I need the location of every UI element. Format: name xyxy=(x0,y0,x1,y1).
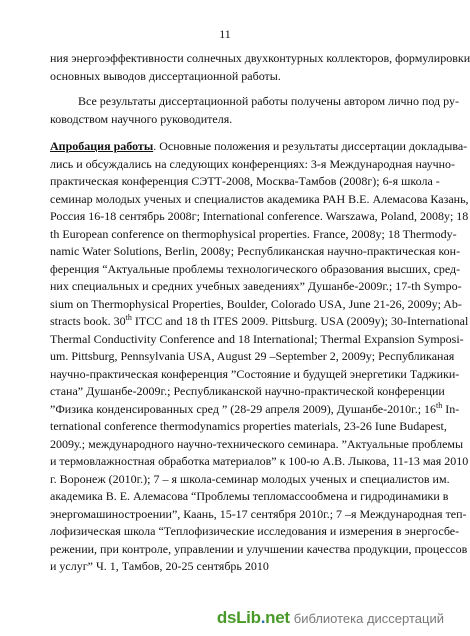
text-line: 2009у.; международного научно-технического семинара. ”Актуальные проблемы xyxy=(50,436,464,451)
text-line: Россия 16-18 сентябрь 2008г; International conference. Warszawa, Poland, 2008y; 18 xyxy=(50,209,469,223)
text-run: stracts book. 30 xyxy=(50,314,126,328)
page-number: 11 xyxy=(219,27,231,41)
dslib-watermark[interactable] xyxy=(217,608,444,628)
text-run: ITCC and 18 th ITES 2009. Pittsburg. USA (2009y); 30-International xyxy=(131,314,469,328)
superscript: th xyxy=(125,313,132,322)
text-line: них специальных и средних учебных заведениях” Душанбе-2009г.; 17-th Sympo- xyxy=(50,279,462,293)
text-line xyxy=(50,400,460,419)
text-line: г. Воронеж (2010г.); 7 – я школа-семинар молодых ученых и специалистов им. xyxy=(50,471,450,486)
text-line: семинар молодых ученых и специалистов академика РАН В.Е. Алемасова Казань, xyxy=(50,191,469,206)
approbation-heading: Апробация работы xyxy=(50,139,154,153)
approbation-paragraph xyxy=(50,138,469,576)
text-run: In- xyxy=(442,401,460,416)
text-line: лофизическая школа “Теплофизические исследования и измерения в энергосбе- xyxy=(50,524,460,538)
text-line: ternational conference thermodynamics properties materials, 23-26 Iune Budapest, xyxy=(50,419,447,433)
top-paragraph xyxy=(50,50,470,85)
text-line: ференция “Актуальные проблемы технологического образования высших, сред- xyxy=(50,261,461,276)
text-line: лись и обсуждались на следующих конференциях: 3-я Международная научно- xyxy=(50,156,456,171)
text-line: режении, при контроле, управлении и улучшении качества продукции, процессов xyxy=(50,541,468,556)
text-line: sium on Thermophysical Properties, Boulder, Colorado USA, June 21-26, 2009y; Ab- xyxy=(50,296,462,311)
text-line xyxy=(50,138,468,156)
text-line: ния энергоэффективности солнечных двухконтурных коллекторов, формулировки xyxy=(50,51,470,65)
text-line: основных выводов диссертационной работы. xyxy=(50,68,281,83)
superscript: th xyxy=(436,400,443,410)
text-line: практическая конференция СЭТТ-2008, Москва-Тамбов (2008г); 6-я школа - xyxy=(50,174,440,188)
text-line: th European conference on thermophysical properties. France, 2008y; 18 Thermody- xyxy=(50,226,457,241)
text-line: ководством научного руководителя. xyxy=(50,111,233,126)
text-line: академика В. Е. Алемасова “Проблемы тепломассообмена и гидродинамики в xyxy=(50,489,449,503)
logo-text: net xyxy=(265,608,290,627)
dslib-logo xyxy=(217,608,290,628)
text-line: um. Pittsburg, Pennsylvania USA, August 29 –September 2, 2009y; Республиканая xyxy=(50,349,455,363)
text-run: ”Физика конденсированных сред ” (28-29 апреля 2009), Душанбе-2010г.; 16 xyxy=(50,401,437,416)
author-paragraph xyxy=(50,93,459,128)
text-line: научно-практическая конференция ”Состояние и будущей энергетики Таджики- xyxy=(50,366,460,381)
logo-text: dsLib xyxy=(216,608,261,627)
text-line: и услуг” Ч. 1, Тамбов, 20-25 сентябрь 2010 xyxy=(50,559,269,573)
logo-dot: . xyxy=(260,608,266,627)
watermark-tagline: библиотека диссертаций xyxy=(293,610,444,626)
text-run: . Основные положения и результаты диссертации докладыва- xyxy=(153,139,468,153)
text-line: и термовлажностная обработка материалов” к 100-ю А.В. Лыкова, 11-13 мая 2010 xyxy=(50,454,469,468)
text-line: стана” Душанбе-2009г.; Республиканской научно-практической конференции xyxy=(50,384,445,398)
text-line: namic Water Solutions, Berlin, 2008y; Республиканская научно-практическая кон- xyxy=(50,244,461,258)
text-line: Все результаты диссертационной работы получены автором лично под ру- xyxy=(78,94,459,108)
text-line xyxy=(50,313,469,331)
text-line: энергомашиностроении”, Каань, 15-17 сентября 2010г.; 7 –я Международная теп- xyxy=(50,506,467,521)
text-line: Thermal Conductivity Conference and 18 International; Thermal Expansion Symposi- xyxy=(50,331,464,346)
